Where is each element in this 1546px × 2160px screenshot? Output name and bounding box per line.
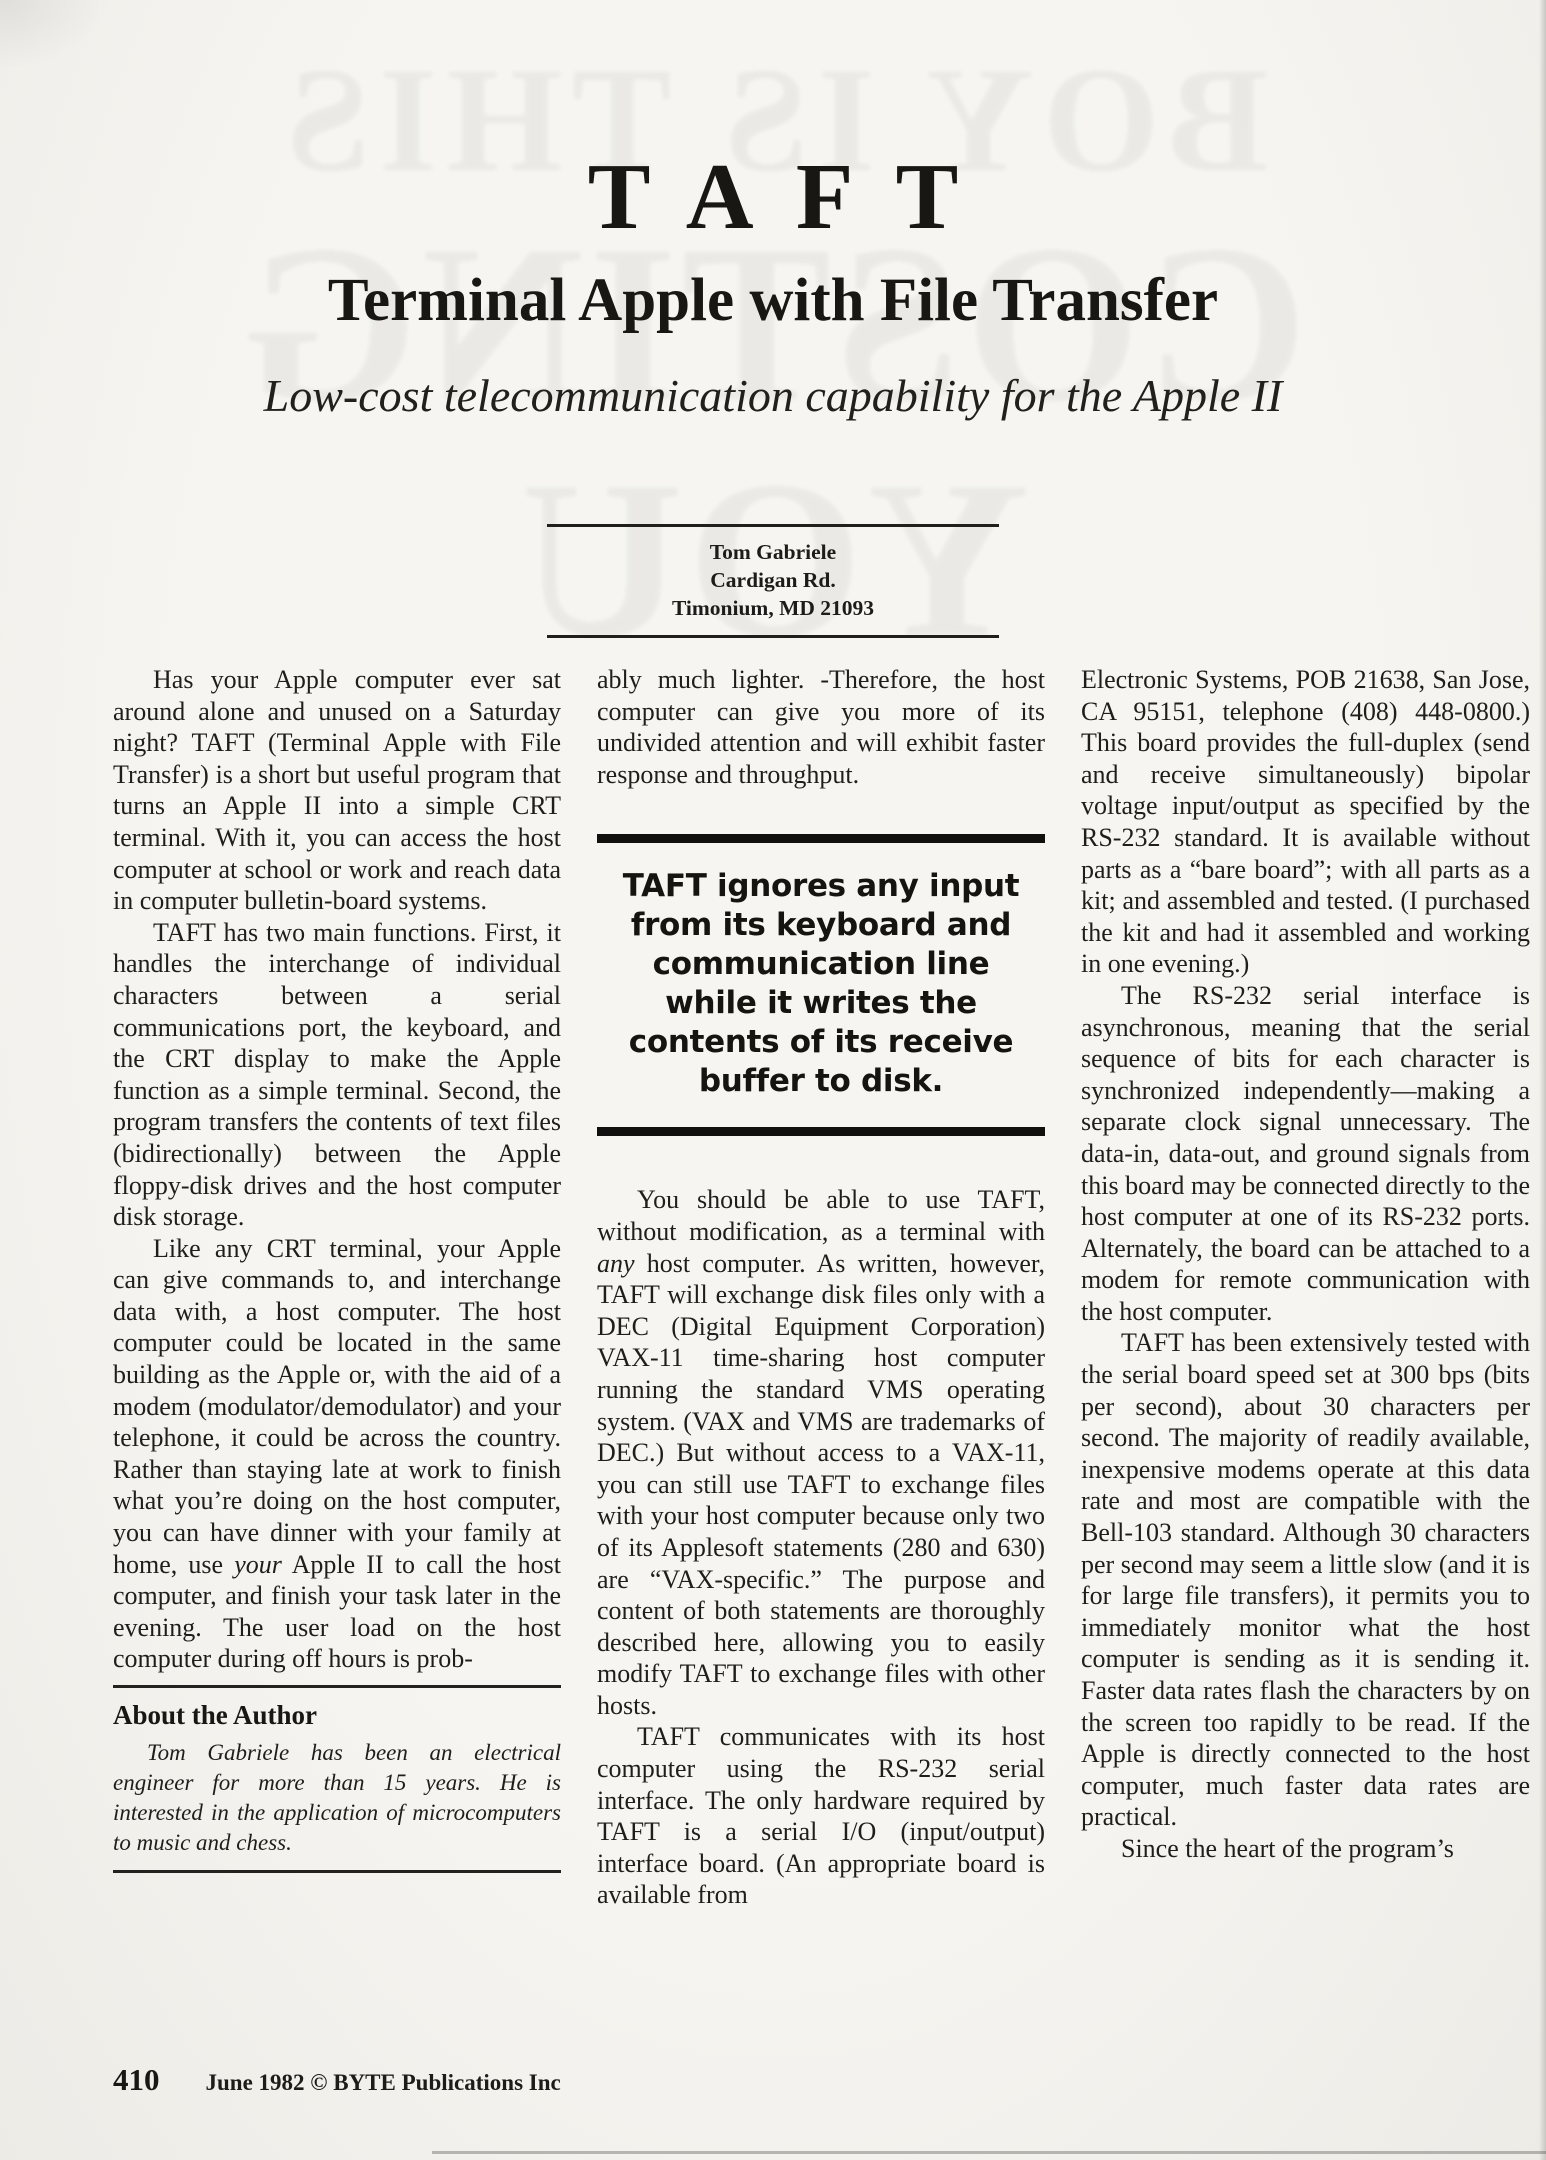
paragraph-text-italic: any <box>597 1248 635 1278</box>
pull-quote-line: contents of its receive <box>628 1024 1014 1061</box>
pull-quote-line: TAFT ignores any input <box>622 868 1020 905</box>
paragraph-text: Apple II to call the host computer, and finish your task later in the evening. The user load on the host computer during off hours is prob- <box>113 1549 561 1674</box>
body-paragraph: Since the heart of the program’s <box>1121 1833 1454 1863</box>
author-block <box>547 524 999 638</box>
article-tagline: Low-cost telecommunication capability for the Apple II <box>263 370 1283 421</box>
pull-quote-line: while it writes the <box>665 985 977 1022</box>
body-paragraph: Has your Apple computer ever sat around alone and unused on a Saturday night? TAFT (Terminal Apple with File Transfer) is a short but useful program that turns an Apple II into a simple CRT terminal. With it, you can access the host computer at school or work and reach data in computer bulletin-board systems. <box>113 665 561 916</box>
body-paragraph: Electronic Systems, POB 21638, San Jose, CA 95151, telephone (408) 448-0800.) This board provides the full-duplex (send and receive simultaneously) bipolar voltage input/output as specified by the RS-232 standard. It is available without parts as a “bare board”; with all parts as a kit; and assembled and tested. (I purchased the kit and had it assembled and working in one evening.) <box>1081 665 1530 979</box>
body-paragraph: ably much lighter. -Therefore, the host computer can give you more of its undivided attention and will exhibit faster response and throughput. <box>597 665 1045 789</box>
about-the-author-box <box>113 1685 561 1873</box>
pull-quote-line: buffer to disk. <box>698 1063 944 1100</box>
author-city: Timonium, MD 21093 <box>671 596 875 620</box>
body-paragraph: TAFT communicates with its host computer using the RS-232 serial interface. The only hardware required by TAFT is a serial I/O (input/output) interface board. (An appropriate board is available from <box>597 1722 1045 1910</box>
body-paragraph: TAFT has two main functions. First, it handles the interchange of individual characters between a serial communications port, the keyboard, and the CRT display to make the Apple function as a simple terminal. Second, the program transfers the contents of text files (bidirectionally) between the Apple floppy-disk drives and the host computer disk storage. <box>113 917 561 1232</box>
scan-page-edge <box>1539 0 1546 2160</box>
author-street: Cardigan Rd. <box>710 568 836 592</box>
page-footer <box>113 2062 561 2098</box>
article-title: TAFT <box>587 145 1001 249</box>
author-name: Tom Gabriele <box>709 540 837 564</box>
article-masthead <box>0 145 1546 421</box>
body-paragraph <box>113 1233 561 1675</box>
body-paragraph: TAFT has been extensively tested with the serial board speed set at 300 bps (bits per second), about 30 characters per second. The majority of readily available, inexpensive modems operate at this data rate and most are compatible with the Bell-103 standard. Although 30 characters per second may seem a little slow (and it is for large file transfers), it permits you to immediately monitor what the host computer is sending as it is sending it. Faster data rates flash the characters by on the screen too rapidly to be read. If the Apple is directly connected to the host computer, much faster data rates are practical. <box>1081 1328 1530 1832</box>
about-heading: About the Author <box>113 1700 318 1730</box>
pull-quote <box>597 834 1045 1136</box>
article-subtitle: Terminal Apple with File Transfer <box>327 267 1219 334</box>
publication-credit: June 1982 © BYTE Publications Inc <box>205 2070 561 2095</box>
paragraph-text: Like any CRT terminal, your Apple can give commands to, and interchange data with, a host computer. The host computer could be located in the same building as the Apple or, with the aid of a modem (modulator/demodulator) and your telephone, it could be across the country. Rather than staying late at work to finish what you’re doing on the host computer, you can have dinner with your family at home, use <box>113 1233 561 1579</box>
paragraph-text-italic: your <box>234 1549 282 1579</box>
paragraph-text: host computer. As written, however, TAFT will exchange disk files only with a DEC (Digital Equipment Corporation) VAX-11 time-sharing host computer running the standard VMS operating system. (VAX and VMS are trademarks of DEC.) But without access to a VAX-11, you can still use TAFT to exchange files with your host computer because only two of its Applesoft statements (280 and 630) are “VAX-specific.” The purpose and content of both statements are thoroughly described here, allowing you to easily modify TAFT to exchange files with other hosts. <box>597 1248 1045 1720</box>
body-paragraph: The RS-232 serial interface is asynchronous, meaning that the serial sequence of bits for each character is synchronized independently—making a separate clock signal unnecessary. The data-in, data-out, and ground signals from this board may be connected directly to the host computer at one of its RS-232 ports. Alternately, the board can be attached to a modem for remote communication with the host computer. <box>1081 980 1530 1326</box>
paragraph-text: You should be able to use TAFT, without modification, as a terminal with <box>597 1185 1045 1246</box>
column-1 <box>113 664 561 1873</box>
page-number: 410 <box>113 2062 160 2097</box>
column-3 <box>1081 664 1530 1865</box>
pull-quote-line: from its keyboard and <box>630 907 1012 944</box>
pull-quote-line: communication line <box>652 946 990 983</box>
scan-artifact-line <box>432 2151 1546 2154</box>
column-2 <box>597 664 1045 1911</box>
about-body: Tom Gabriele has been an electrical engineer for more than 15 years. He is interested in the application of microcomputers to music and chess. <box>113 1739 561 1855</box>
body-paragraph <box>597 1184 1045 1721</box>
scan-corner-smudge <box>0 0 110 70</box>
